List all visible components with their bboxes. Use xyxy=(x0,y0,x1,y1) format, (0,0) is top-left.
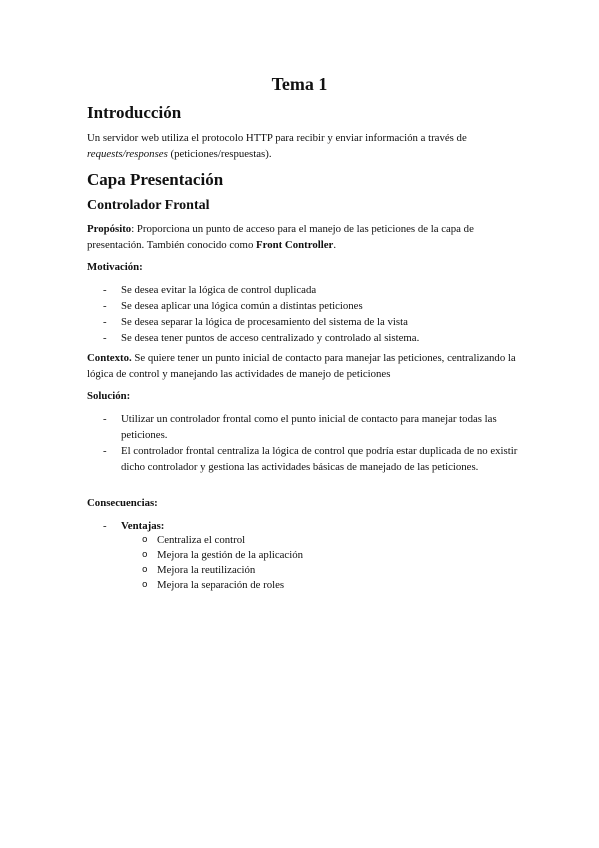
solution-item-text: El controlador frontal centraliza la lógica de control que podría estar duplicada de no existir dicho controlador y gestiona las actividades básicas de manejado de las peticiones. xyxy=(121,445,518,473)
solution-item-text: Utilizar un controlador frontal como el punto inicial de contacto para manejar todas las peticiones. xyxy=(121,413,497,441)
circle-bullet: o xyxy=(142,565,148,575)
list-item xyxy=(87,282,517,298)
list-item xyxy=(87,411,527,443)
advantage-item-text: Mejora la reutilización xyxy=(157,564,256,576)
dash-bullet: - xyxy=(103,413,107,425)
purpose-end: . xyxy=(333,239,337,251)
solution-label: Solución: xyxy=(87,390,131,402)
consequences-label: Consecuencias: xyxy=(87,497,158,509)
intro-text-italic: requests/responses xyxy=(87,148,168,160)
dash-bullet: - xyxy=(103,520,107,532)
document-title: Tema 1 xyxy=(271,74,328,94)
list-item xyxy=(87,578,303,593)
circle-bullet: o xyxy=(142,580,148,590)
list-item xyxy=(87,533,303,548)
dash-bullet: - xyxy=(103,284,107,296)
advantage-item-text: Mejora la separación de roles xyxy=(157,579,285,591)
list-item xyxy=(87,518,517,534)
purpose-text: : Proporciona un punto de acceso para el manejo de las peticiones de la capa de presentación. También conocido como xyxy=(87,223,474,251)
list-item xyxy=(87,314,517,330)
circle-bullet: o xyxy=(142,550,148,560)
presentation-heading: Capa Presentación xyxy=(87,170,224,189)
dash-bullet: - xyxy=(103,316,107,328)
context-paragraph xyxy=(87,350,517,382)
advantages-list xyxy=(87,533,303,593)
solution-list xyxy=(87,411,527,475)
list-item xyxy=(87,330,517,346)
motivation-item-text: Se desea tener puntos de acceso centralizado y controlado al sistema. xyxy=(121,332,420,344)
dash-bullet: - xyxy=(103,300,107,312)
list-item xyxy=(87,548,303,563)
consequences-list xyxy=(87,518,517,534)
intro-text-after: (peticiones/respuestas). xyxy=(167,148,272,160)
circle-bullet: o xyxy=(142,535,148,545)
motivation-item-text: Se desea evitar la lógica de control duplicada xyxy=(121,284,317,296)
list-item xyxy=(87,298,517,314)
list-item xyxy=(87,563,303,578)
intro-paragraph xyxy=(87,130,517,162)
motivation-list xyxy=(87,282,517,346)
purpose-label: Propósito xyxy=(87,223,132,235)
intro-heading: Introducción xyxy=(87,103,182,122)
advantage-item-text: Mejora la gestión de la aplicación xyxy=(157,549,304,561)
advantages-label: Ventajas: xyxy=(121,520,165,532)
purpose-bold-term: Front Controller xyxy=(256,239,334,251)
dash-bullet: - xyxy=(103,332,107,344)
list-item xyxy=(87,443,527,475)
context-label: Contexto. xyxy=(87,352,132,364)
purpose-paragraph xyxy=(87,221,517,253)
context-text: Se quiere tener un punto inicial de contacto para manejar las peticiones, centralizando la lógica de control y manejando las actividades de manejo de peticiones xyxy=(87,352,516,380)
motivation-label: Motivación: xyxy=(87,261,143,273)
advantage-item-text: Centraliza el control xyxy=(157,534,246,546)
front-controller-heading: Controlador Frontal xyxy=(87,198,210,213)
dash-bullet: - xyxy=(103,445,107,457)
motivation-item-text: Se desea separar la lógica de procesamiento del sistema de la vista xyxy=(121,316,408,328)
intro-text-before: Un servidor web utiliza el protocolo HTTP para recibir y enviar información a través de xyxy=(87,132,467,144)
motivation-item-text: Se desea aplicar una lógica común a distintas peticiones xyxy=(121,300,363,312)
